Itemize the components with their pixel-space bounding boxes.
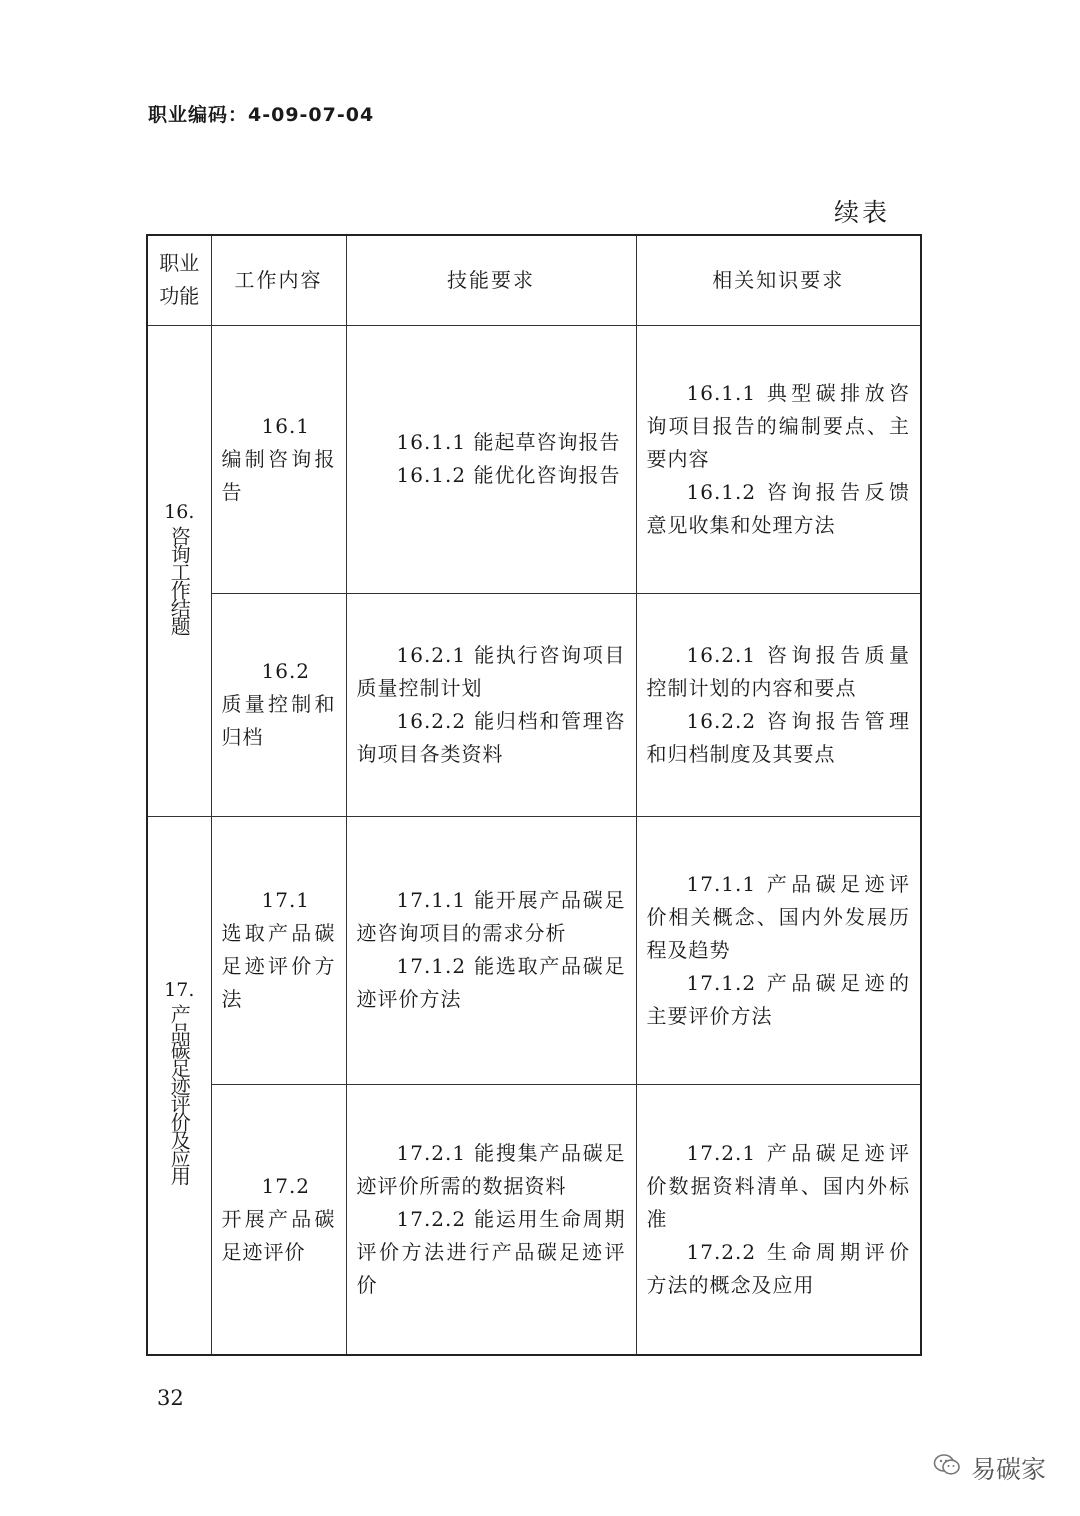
skill-cell <box>346 816 636 1084</box>
skill-item: 16.2.2 能归档和管理咨询项目各类资料 <box>356 708 626 766</box>
knowledge-cell <box>636 593 921 816</box>
skill-cell <box>346 1084 636 1355</box>
table-row <box>147 816 921 1084</box>
knowledge-item: 17.1.2 产品碳足迹的主要评价方法 <box>646 970 910 1028</box>
wechat-icon <box>933 1453 961 1483</box>
function-number: 17. <box>164 979 195 1002</box>
skill-item: 17.2.2 能运用生命周期评价方法进行产品碳足迹评价 <box>356 1206 626 1297</box>
knowledge-cell <box>636 325 921 593</box>
knowledge-cell <box>636 1084 921 1355</box>
continued-table-label: 续表 <box>833 198 890 227</box>
knowledge-item: 16.2.1 咨询报告质量控制计划的内容和要点 <box>646 642 910 700</box>
skill-item: 16.1.2 能优化咨询报告 <box>396 463 621 487</box>
knowledge-item: 16.1.2 咨询报告反馈意见收集和处理方法 <box>646 479 910 537</box>
function-cell-16 <box>147 325 211 816</box>
function-number: 16. <box>164 500 195 523</box>
occupation-skills-table <box>146 234 922 1356</box>
skill-item: 17.2.1 能搜集产品碳足迹评价所需的数据资料 <box>356 1140 626 1198</box>
work-content-text: 16.2 质量控制和归档 <box>221 659 336 749</box>
function-cell-17 <box>147 816 211 1355</box>
skill-cell <box>346 325 636 593</box>
table-row <box>147 1084 921 1355</box>
header-skill-requirements: 技能要求 <box>346 235 636 325</box>
occupation-code: 职业编码：4-09-07-04 <box>148 104 375 126</box>
skill-item: 16.2.1 能执行咨询项目质量控制计划 <box>356 642 626 700</box>
work-content-cell <box>211 593 346 816</box>
header-function-line-2: 功能 <box>159 284 200 309</box>
work-content-cell <box>211 325 346 593</box>
work-content-cell <box>211 1084 346 1355</box>
function-title: 咨询工作结题 <box>167 525 192 634</box>
work-content-text: 16.1 编制咨询报告 <box>221 413 336 504</box>
table-header-row <box>147 235 921 325</box>
skill-cell <box>346 593 636 816</box>
knowledge-item: 17.1.1 产品碳足迹评价相关概念、国内外发展历程及趋势 <box>646 871 910 962</box>
knowledge-item: 16.2.2 咨询报告管理和归档制度及其要点 <box>646 708 910 766</box>
watermark-text: 易碳家 <box>970 1455 1046 1484</box>
knowledge-item: 17.2.1 产品碳足迹评价数据资料清单、国内外标准 <box>646 1140 910 1231</box>
header-function-line-1: 职业 <box>159 251 200 276</box>
table-row <box>147 325 921 593</box>
knowledge-item: 16.1.1 典型碳排放咨询项目报告的编制要点、主要内容 <box>646 380 910 471</box>
knowledge-cell <box>636 816 921 1084</box>
skill-item: 17.1.1 能开展产品碳足迹咨询项目的需求分析 <box>356 888 626 945</box>
work-content-text: 17.1 选取产品碳足迹评价方法 <box>221 888 336 1011</box>
header-work-content: 工作内容 <box>211 235 346 325</box>
header-knowledge-requirements: 相关知识要求 <box>636 235 921 325</box>
header-function <box>147 235 211 325</box>
work-content-text: 17.2 开展产品碳足迹评价 <box>221 1173 336 1264</box>
page-number: 32 <box>157 1386 184 1410</box>
function-title: 产品碳足迹评价及应用 <box>167 1004 192 1185</box>
knowledge-item: 17.2.2 生命周期评价方法的概念及应用 <box>646 1239 910 1297</box>
table-row <box>147 593 921 816</box>
skill-item: 17.1.2 能选取产品碳足迹评价方法 <box>356 954 626 1011</box>
skill-item: 16.1.1 能起草咨询报告 <box>396 430 621 454</box>
source-watermark <box>933 1450 1046 1486</box>
work-content-cell <box>211 816 346 1084</box>
